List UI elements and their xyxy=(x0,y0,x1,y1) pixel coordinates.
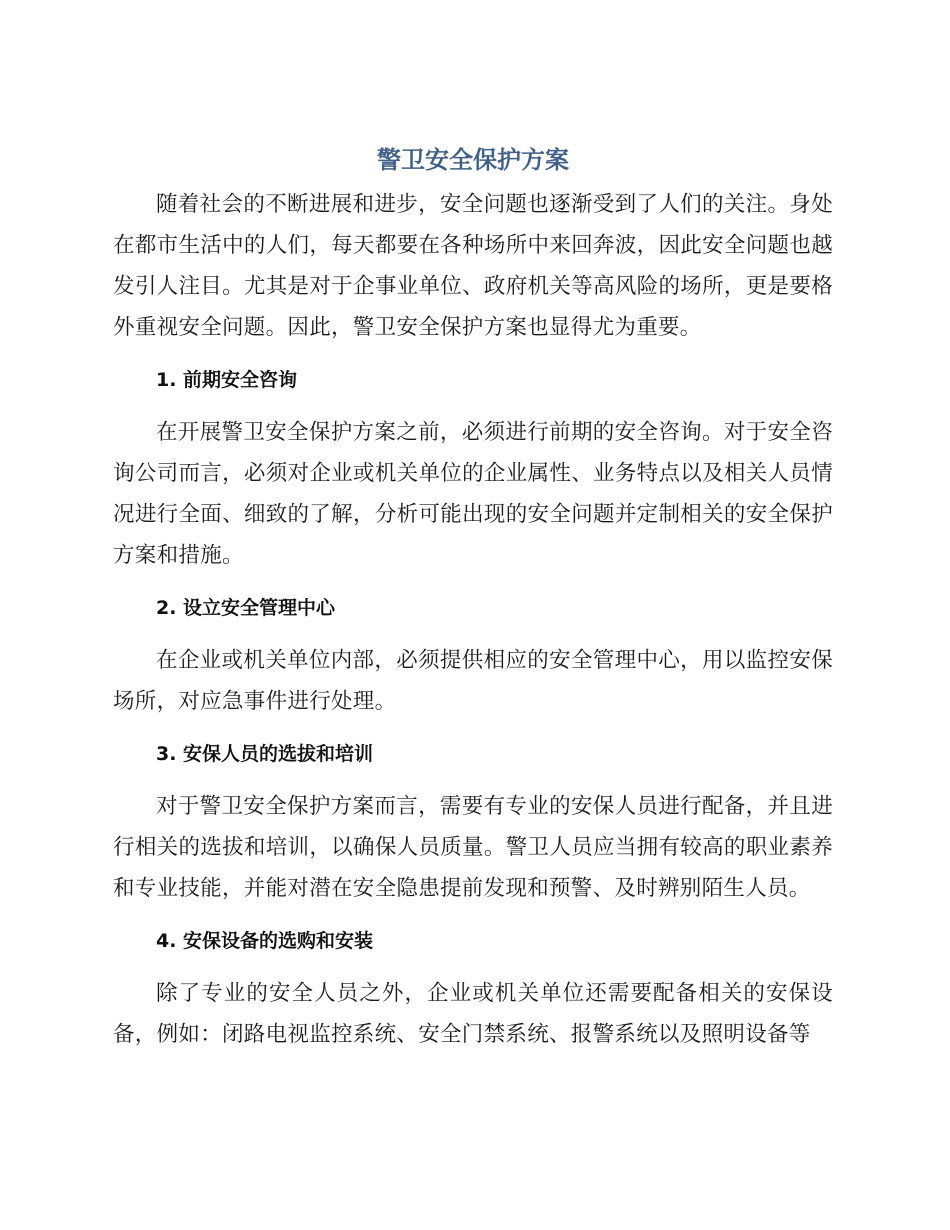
section-body-3: 对于警卫安全保护方案而言，需要有专业的安保人员进行配备，并且进行相关的选拔和培训，以确保人员质量。警卫人员应当拥有较高的职业素养和专业技能，并能对潜在安全隐患提前发现和预警、及时辨别陌生人员。 xyxy=(113,794,833,901)
section-heading-1: 1. 前期安全咨询 xyxy=(156,369,298,391)
document-page xyxy=(113,140,833,1055)
section-heading-3: 3. 安保人员的选拔和培训 xyxy=(156,743,374,765)
section-heading-4: 4. 安保设备的选购和安装 xyxy=(156,930,374,952)
section-body-4: 除了专业的安全人员之外，企业或机关单位还需要配备相关的安保设备，例如：闭路电视监控系统、安全门禁系统、报警系统以及照明设备等 xyxy=(113,981,833,1047)
intro-paragraph: 随着社会的不断进展和进步，安全问题也逐渐受到了人们的关注。身处在都市生活中的人们，每天都要在各种场所中来回奔波，因此安全问题也越发引人注目。尤其是对于企事业单位、政府机关等高风险的场所，更是要格外重视安全问题。因此，警卫安全保护方案也显得尤为重要。 xyxy=(113,192,833,340)
section-body-1: 在开展警卫安全保护方案之前，必须进行前期的安全咨询。对于安全咨询公司而言，必须对企业或机关单位的企业属性、业务特点以及相关人员情况进行全面、细致的了解，分析可能出现的安全问题并定制相关的安全保护方案和措施。 xyxy=(113,420,833,568)
section-body-2: 在企业或机关单位内部，必须提供相应的安全管理中心，用以监控安保场所，对应急事件进行处理。 xyxy=(113,648,833,714)
document-title: 警卫安全保护方案 xyxy=(377,146,569,174)
section-heading-2: 2. 设立安全管理中心 xyxy=(156,597,336,619)
